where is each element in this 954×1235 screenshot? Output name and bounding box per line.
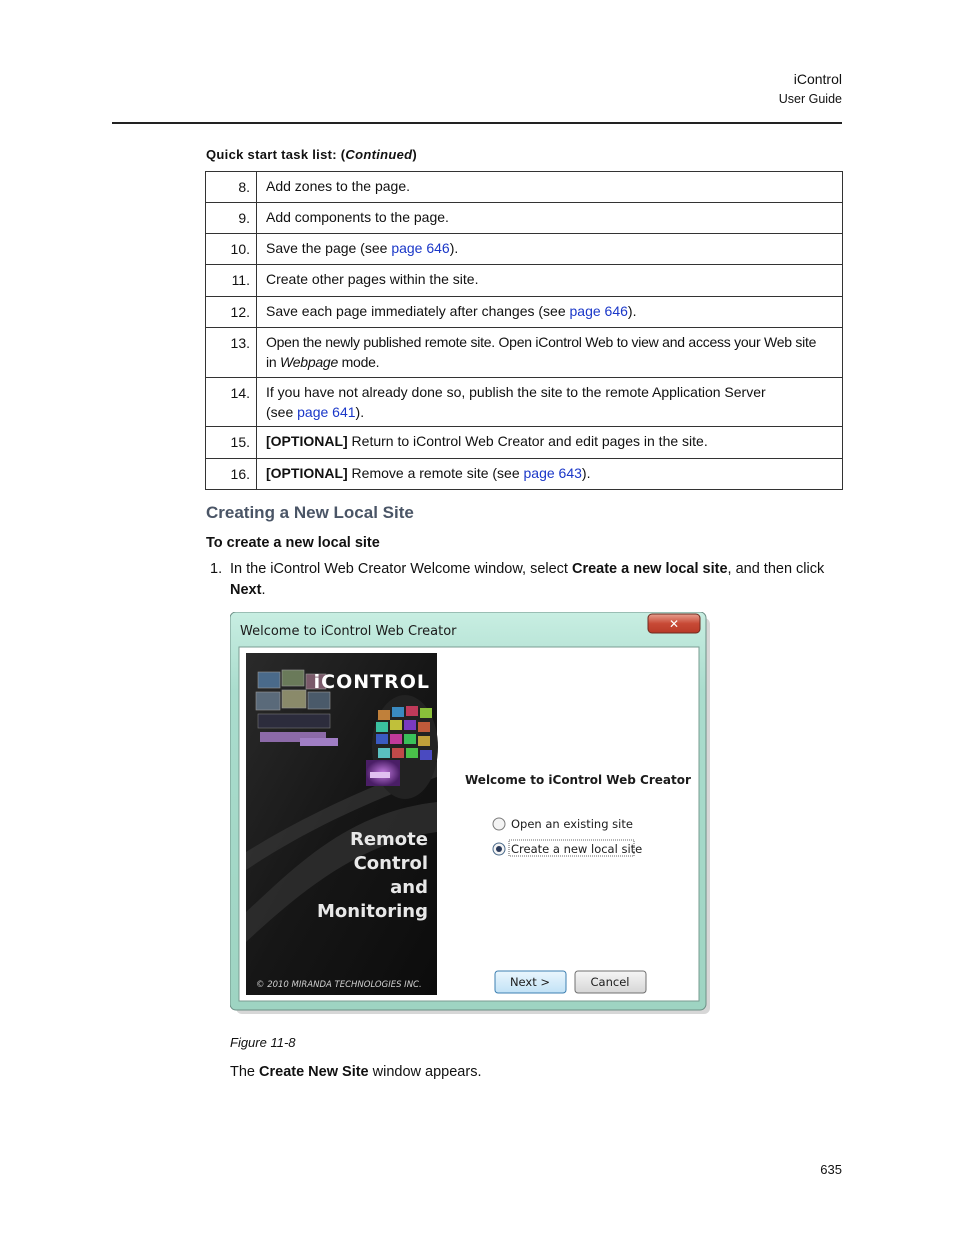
table-row: [206, 427, 843, 459]
row-text: [OPTIONAL] Return to iControl Web Creator and edit pages in the site.: [257, 427, 843, 459]
svg-text:Next >: Next >: [509, 975, 551, 989]
row-number: 15.: [206, 427, 257, 459]
radio-label: Create a new local site: [511, 842, 643, 856]
page-number: 635: [820, 1162, 842, 1177]
section-title: Creating a New Local Site: [206, 503, 414, 522]
page-link[interactable]: page 646: [569, 303, 628, 319]
row-number: 8.: [206, 172, 257, 203]
welcome-dialog-screenshot: [230, 612, 710, 1014]
tagline-line: Control: [353, 853, 428, 874]
page-link[interactable]: page 646: [391, 240, 450, 256]
row-number: 13.: [206, 328, 257, 378]
row-text: Add components to the page.: [257, 203, 843, 234]
step-1: [210, 559, 844, 601]
tagline-line: Remote: [349, 829, 428, 850]
step-number: 1.: [210, 561, 223, 577]
radio-label: Open an existing site: [511, 817, 633, 831]
row-text: Open the newly published remote site. Open iControl Web to view and access your Web site in Webpage mode.: [257, 328, 843, 378]
table-row: [206, 459, 843, 490]
table-caption: Quick start task list: (Continued): [206, 147, 418, 162]
dialog-heading: Welcome to iControl Web Creator: [465, 773, 691, 787]
figure-caption: Figure 11-8: [230, 1035, 296, 1050]
table-row: [206, 172, 843, 203]
close-icon: ✕: [668, 617, 680, 631]
table-row: [206, 234, 843, 265]
next-button[interactable]: [495, 971, 566, 993]
header-rule: [112, 122, 842, 124]
radio-create-new-local-site[interactable]: [493, 840, 642, 856]
radio-open-existing-site[interactable]: [493, 817, 633, 831]
tagline-line: and: [390, 877, 428, 898]
page-link[interactable]: page 641: [297, 404, 356, 420]
row-number: 14.: [206, 378, 257, 427]
row-text: Create other pages within the site.: [257, 265, 843, 297]
table-row: [206, 265, 843, 297]
cancel-button[interactable]: [575, 971, 646, 993]
tagline-line: Monitoring: [317, 901, 428, 922]
header-title: iControl: [793, 71, 842, 87]
row-number: 9.: [206, 203, 257, 234]
dialog-title: Welcome to iControl Web Creator: [240, 624, 457, 639]
procedure-title: To create a new local site: [206, 535, 380, 551]
header-subtitle: User Guide: [778, 92, 842, 106]
table-row: [206, 203, 843, 234]
table-row: [206, 378, 843, 427]
row-text: If you have not already done so, publish the site to the remote Application Server (see page 641).: [257, 378, 843, 427]
table-row: [206, 297, 843, 328]
page-link[interactable]: page 643: [523, 465, 582, 481]
row-text: Save the page (see page 646).: [257, 234, 843, 265]
task-table: [205, 171, 843, 490]
result-text: The Create New Site window appears.: [230, 1064, 482, 1080]
row-text: [OPTIONAL] Remove a remote site (see page 643).: [257, 459, 843, 490]
table-row: [206, 328, 843, 378]
row-text: Save each page immediately after changes (see page 646).: [257, 297, 843, 328]
radio-selected-dot: [496, 846, 502, 852]
step-text: In the iControl Web Creator Welcome window, select Create a new local site, and then click Next.: [230, 561, 825, 598]
row-number: 10.: [206, 234, 257, 265]
close-button[interactable]: [648, 614, 700, 633]
svg-text:Cancel: Cancel: [590, 975, 630, 989]
row-number: 16.: [206, 459, 257, 490]
copyright-text: © 2010 MIRANDA TECHNOLOGIES INC.: [256, 980, 422, 990]
brand-logo: iCONTROL: [313, 671, 430, 693]
banner-image: [246, 653, 438, 995]
row-number: 12.: [206, 297, 257, 328]
row-number: 11.: [206, 265, 257, 297]
row-text: Add zones to the page.: [257, 172, 843, 203]
